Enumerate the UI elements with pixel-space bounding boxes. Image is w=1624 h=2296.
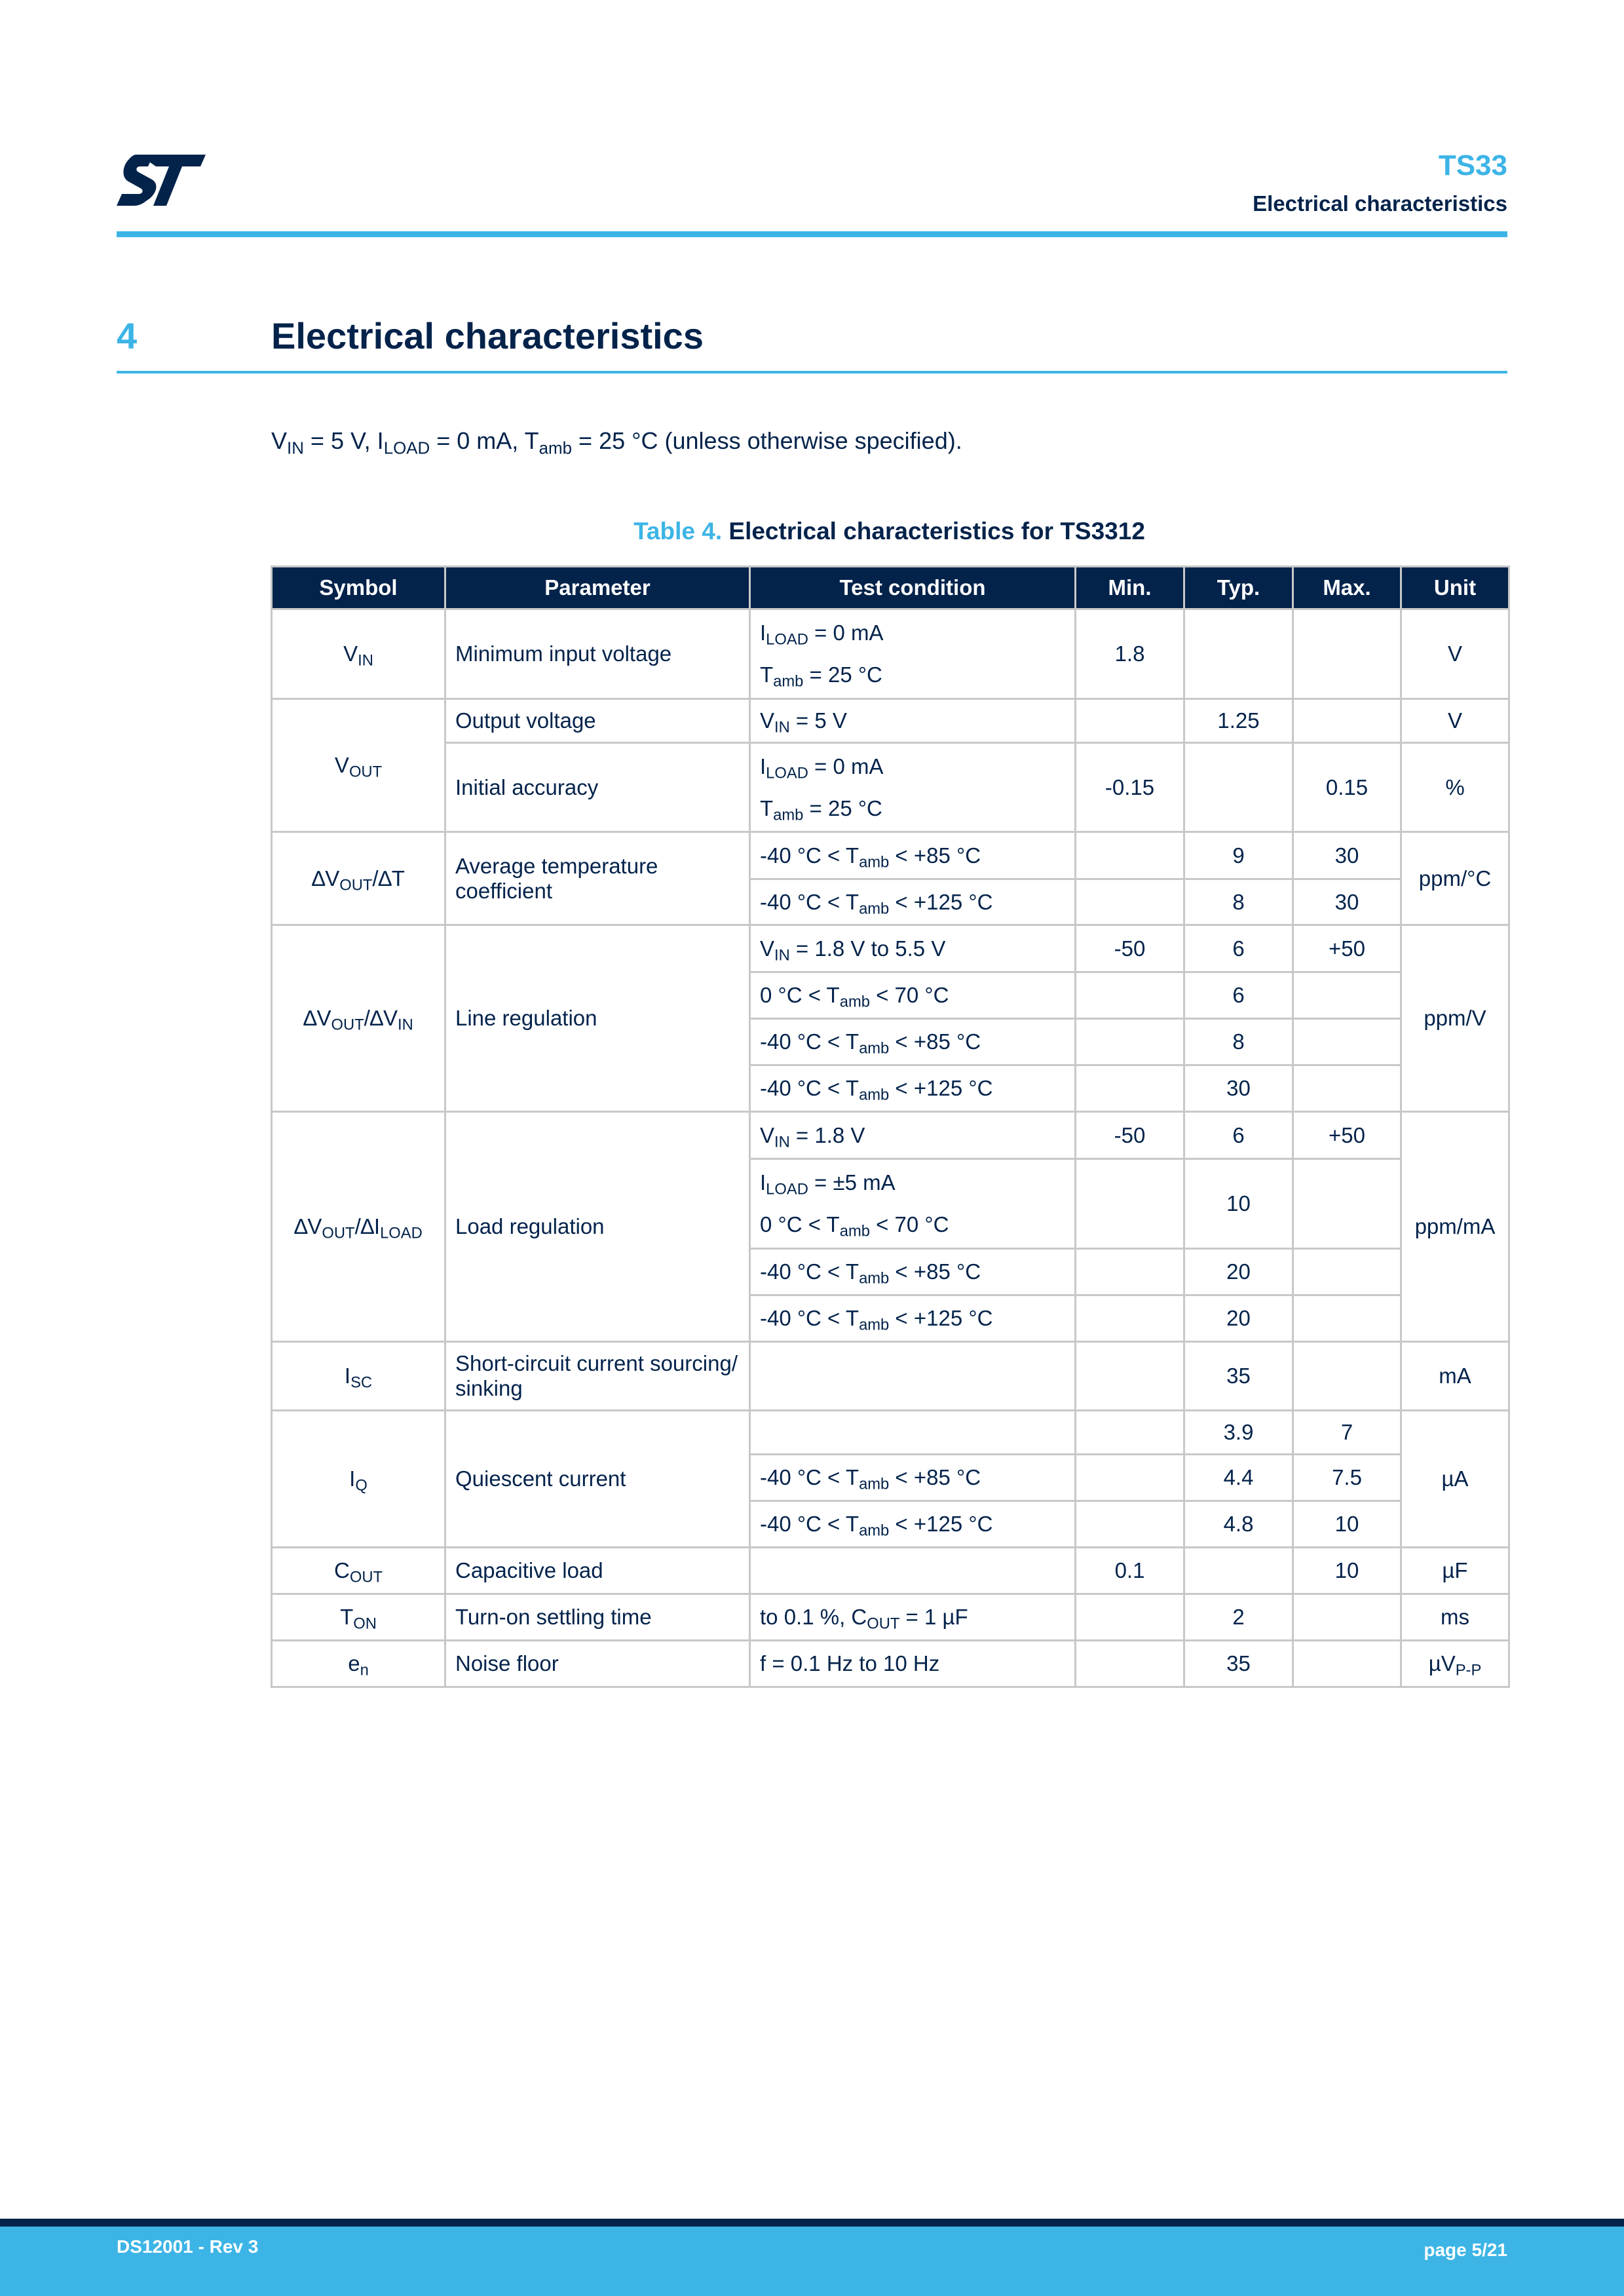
min-cell [1076,1249,1184,1295]
min-cell: -50 [1076,925,1184,972]
parameter-cell: Initial accuracy [445,743,750,832]
table-row [272,1112,1509,1159]
table-caption [271,518,1507,545]
symbol-cell: $C_{OUT}$ [272,1548,445,1594]
unit-cell: µA [1401,1411,1509,1548]
table-row [272,699,1509,743]
condition-cell: -40 $^\circ C < T_{amb} < +125$ °C [750,1295,1076,1342]
max-cell: 7 [1293,1411,1401,1455]
typ-cell: 8 [1184,879,1293,925]
min-cell [1076,1641,1184,1687]
min-cell: -50 [1076,1112,1184,1159]
unit-cell: V [1401,609,1509,699]
section-title: Electrical characteristics [271,315,704,356]
condition-cell: -40 $^\circ C < T_{amb} < +125$ °C [750,1065,1076,1112]
typ-cell: 1.25 [1184,699,1293,743]
parameter-cell: Noise floor [445,1641,750,1687]
max-cell [1293,1641,1401,1687]
table-row [272,832,1509,879]
parameter-cell: Output voltage [445,699,750,743]
typ-cell: 35 [1184,1641,1293,1687]
min-cell [1076,1594,1184,1641]
table-row [272,609,1509,699]
min-cell: -0.15 [1076,743,1184,832]
symbol-cell: $T_{ON}$ [272,1594,445,1641]
condition-cell: -40 $^\circ C < T_{amb} < +85$ °C [750,1249,1076,1295]
st-logo [117,155,206,206]
max-cell [1293,1594,1401,1641]
unit-cell: ppm/mA [1401,1112,1509,1342]
footer-document-revision: DS12001 - Rev 3 [117,2236,259,2257]
min-cell: 1.8 [1076,609,1184,699]
max-cell [1293,609,1401,699]
section-number: 4 [117,315,138,356]
max-cell [1293,1159,1401,1249]
unit-cell: mA [1401,1342,1509,1411]
header-symbol: Symbol [272,567,445,609]
condition-cell [750,1342,1076,1411]
max-cell [1293,1065,1401,1112]
parameter-cell: Minimum input voltage [445,609,750,699]
typ-cell [1184,743,1293,832]
condition-cell: 0 $^\circ C < T_{amb} < 70$ °C [750,972,1076,1019]
condition-cell [750,1548,1076,1594]
typ-cell: 6 [1184,1112,1293,1159]
min-cell [1076,1342,1184,1411]
parameter-cell: Average temperature coefficient [445,832,750,925]
max-cell: 10 [1293,1501,1401,1548]
parameter-cell: Quiescent current [445,1411,750,1548]
max-cell: 10 [1293,1548,1401,1594]
table-header-row [272,567,1509,609]
max-cell [1293,1295,1401,1342]
symbol-cell: $V_{IN}$ [272,609,445,699]
condition-cell: $I_{LOAD} = 0$ mA $T_{amb} = 25$ °C [750,609,1076,699]
condition-cell: $I_{LOAD} = 0$ mA $T_{amb} = 25$ °C [750,743,1076,832]
typ-cell: 30 [1184,1065,1293,1112]
table-row [272,1594,1509,1641]
condition-cell: -40 $^\circ C < T_{amb} < +85$ °C [750,832,1076,879]
condition-cell: -40 $^\circ C < T_{amb} < +85$ °C [750,1455,1076,1501]
header-max: Max. [1293,567,1401,609]
header-unit: Unit [1401,567,1509,609]
typ-cell: 6 [1184,925,1293,972]
table-row [272,1411,1509,1455]
max-cell: +50 [1293,925,1401,972]
min-cell [1076,832,1184,879]
symbol-cell: $e_n$ [272,1641,445,1687]
parameter-cell: Short-circuit current sourcing/ sinking [445,1342,750,1411]
typ-cell: 35 [1184,1342,1293,1411]
header-min: Min. [1076,567,1184,609]
typ-cell: 9 [1184,832,1293,879]
min-cell: 0.1 [1076,1548,1184,1594]
min-cell [1076,1295,1184,1342]
condition-cell: $V_{IN} = 1.8$ V to 5.5 V [750,925,1076,972]
min-cell [1076,1019,1184,1065]
header-section: Electrical characteristics [1253,191,1507,216]
max-cell: 0.15 [1293,743,1401,832]
symbol-cell: $\Delta V_{OUT}/\Delta I_{LOAD}$ [272,1112,445,1342]
symbol-cell: $I_{SC}$ [272,1342,445,1411]
unit-cell: µV$_{P-P}$ [1401,1641,1509,1687]
max-cell: 7.5 [1293,1455,1401,1501]
typ-cell: 20 [1184,1249,1293,1295]
condition-cell: to 0.1 %, $C_{OUT} = 1$ µF [750,1594,1076,1641]
typ-cell: 2 [1184,1594,1293,1641]
footer-accent-bar [0,2219,1624,2227]
header-typ: Typ. [1184,567,1293,609]
header-parameter: Parameter [445,567,750,609]
table-row [272,1342,1509,1411]
parameter-cell: Turn-on settling time [445,1594,750,1641]
condition-cell: -40 $^\circ C < T_{amb} < +125$ °C [750,879,1076,925]
symbol-cell: $I_Q$ [272,1411,445,1548]
table-row [272,925,1509,972]
symbol-cell: $V_{OUT}$ [272,699,445,832]
condition-cell [750,1411,1076,1455]
typ-cell: 3.9 [1184,1411,1293,1455]
unit-cell: ppm/V [1401,925,1509,1112]
max-cell: 30 [1293,832,1401,879]
parameter-cell: Line regulation [445,925,750,1112]
header-product: TS33 [1438,149,1507,182]
typ-cell: 4.4 [1184,1455,1293,1501]
parameter-cell: Load regulation [445,1112,750,1342]
unit-cell: ppm/°C [1401,832,1509,925]
unit-cell: ms [1401,1594,1509,1641]
max-cell [1293,1249,1401,1295]
table-row [272,1641,1509,1687]
test-conditions-note: $V_{IN} = 5$ V, $I_{LOAD} = 0$ mA, $T_{amb} = 25$ °C (unless otherwise specified). [271,427,962,458]
min-cell [1076,699,1184,743]
min-cell [1076,1411,1184,1455]
symbol-cell: $\Delta V_{OUT}/\Delta V_{IN}$ [272,925,445,1112]
max-cell: 30 [1293,879,1401,925]
typ-cell [1184,609,1293,699]
header-divider [117,231,1507,237]
parameter-cell: Capacitive load [445,1548,750,1594]
condition-cell: -40 $^\circ C < T_{amb} < +125$ °C [750,1501,1076,1548]
condition-cell: $V_{IN} = 1.8$ V [750,1112,1076,1159]
typ-cell: 20 [1184,1295,1293,1342]
max-cell [1293,1019,1401,1065]
min-cell [1076,1159,1184,1249]
unit-cell: % [1401,743,1509,832]
section-divider [117,371,1507,373]
min-cell [1076,1501,1184,1548]
max-cell [1293,699,1401,743]
table-row [272,1548,1509,1594]
min-cell [1076,972,1184,1019]
typ-cell [1184,1548,1293,1594]
table-caption-label: Table 4. [633,518,723,545]
unit-cell: µF [1401,1548,1509,1594]
table-row [272,743,1509,832]
electrical-characteristics-table [271,565,1510,1688]
unit-cell: V [1401,699,1509,743]
condition-cell: f = 0.1 Hz to 10 Hz [750,1641,1076,1687]
typ-cell: 10 [1184,1159,1293,1249]
typ-cell: 4.8 [1184,1501,1293,1548]
condition-cell: $I_{LOAD} = \pm 5$ mA 0 $^\circ C < T_{amb} < 70$ °C [750,1159,1076,1249]
min-cell [1076,879,1184,925]
max-cell [1293,1342,1401,1411]
min-cell [1076,1455,1184,1501]
max-cell: +50 [1293,1112,1401,1159]
header-test-condition: Test condition [750,567,1076,609]
typ-cell: 6 [1184,972,1293,1019]
min-cell [1076,1065,1184,1112]
typ-cell: 8 [1184,1019,1293,1065]
footer-page-number: page 5/21 [1424,2240,1507,2260]
symbol-cell: $\Delta V_{OUT}/\Delta T$ [272,832,445,925]
condition-cell: $V_{IN} = 5$ V [750,699,1076,743]
table-caption-title: Electrical characteristics for TS3312 [722,518,1145,545]
condition-cell: -40 $^\circ C < T_{amb} < +85$ °C [750,1019,1076,1065]
max-cell [1293,972,1401,1019]
